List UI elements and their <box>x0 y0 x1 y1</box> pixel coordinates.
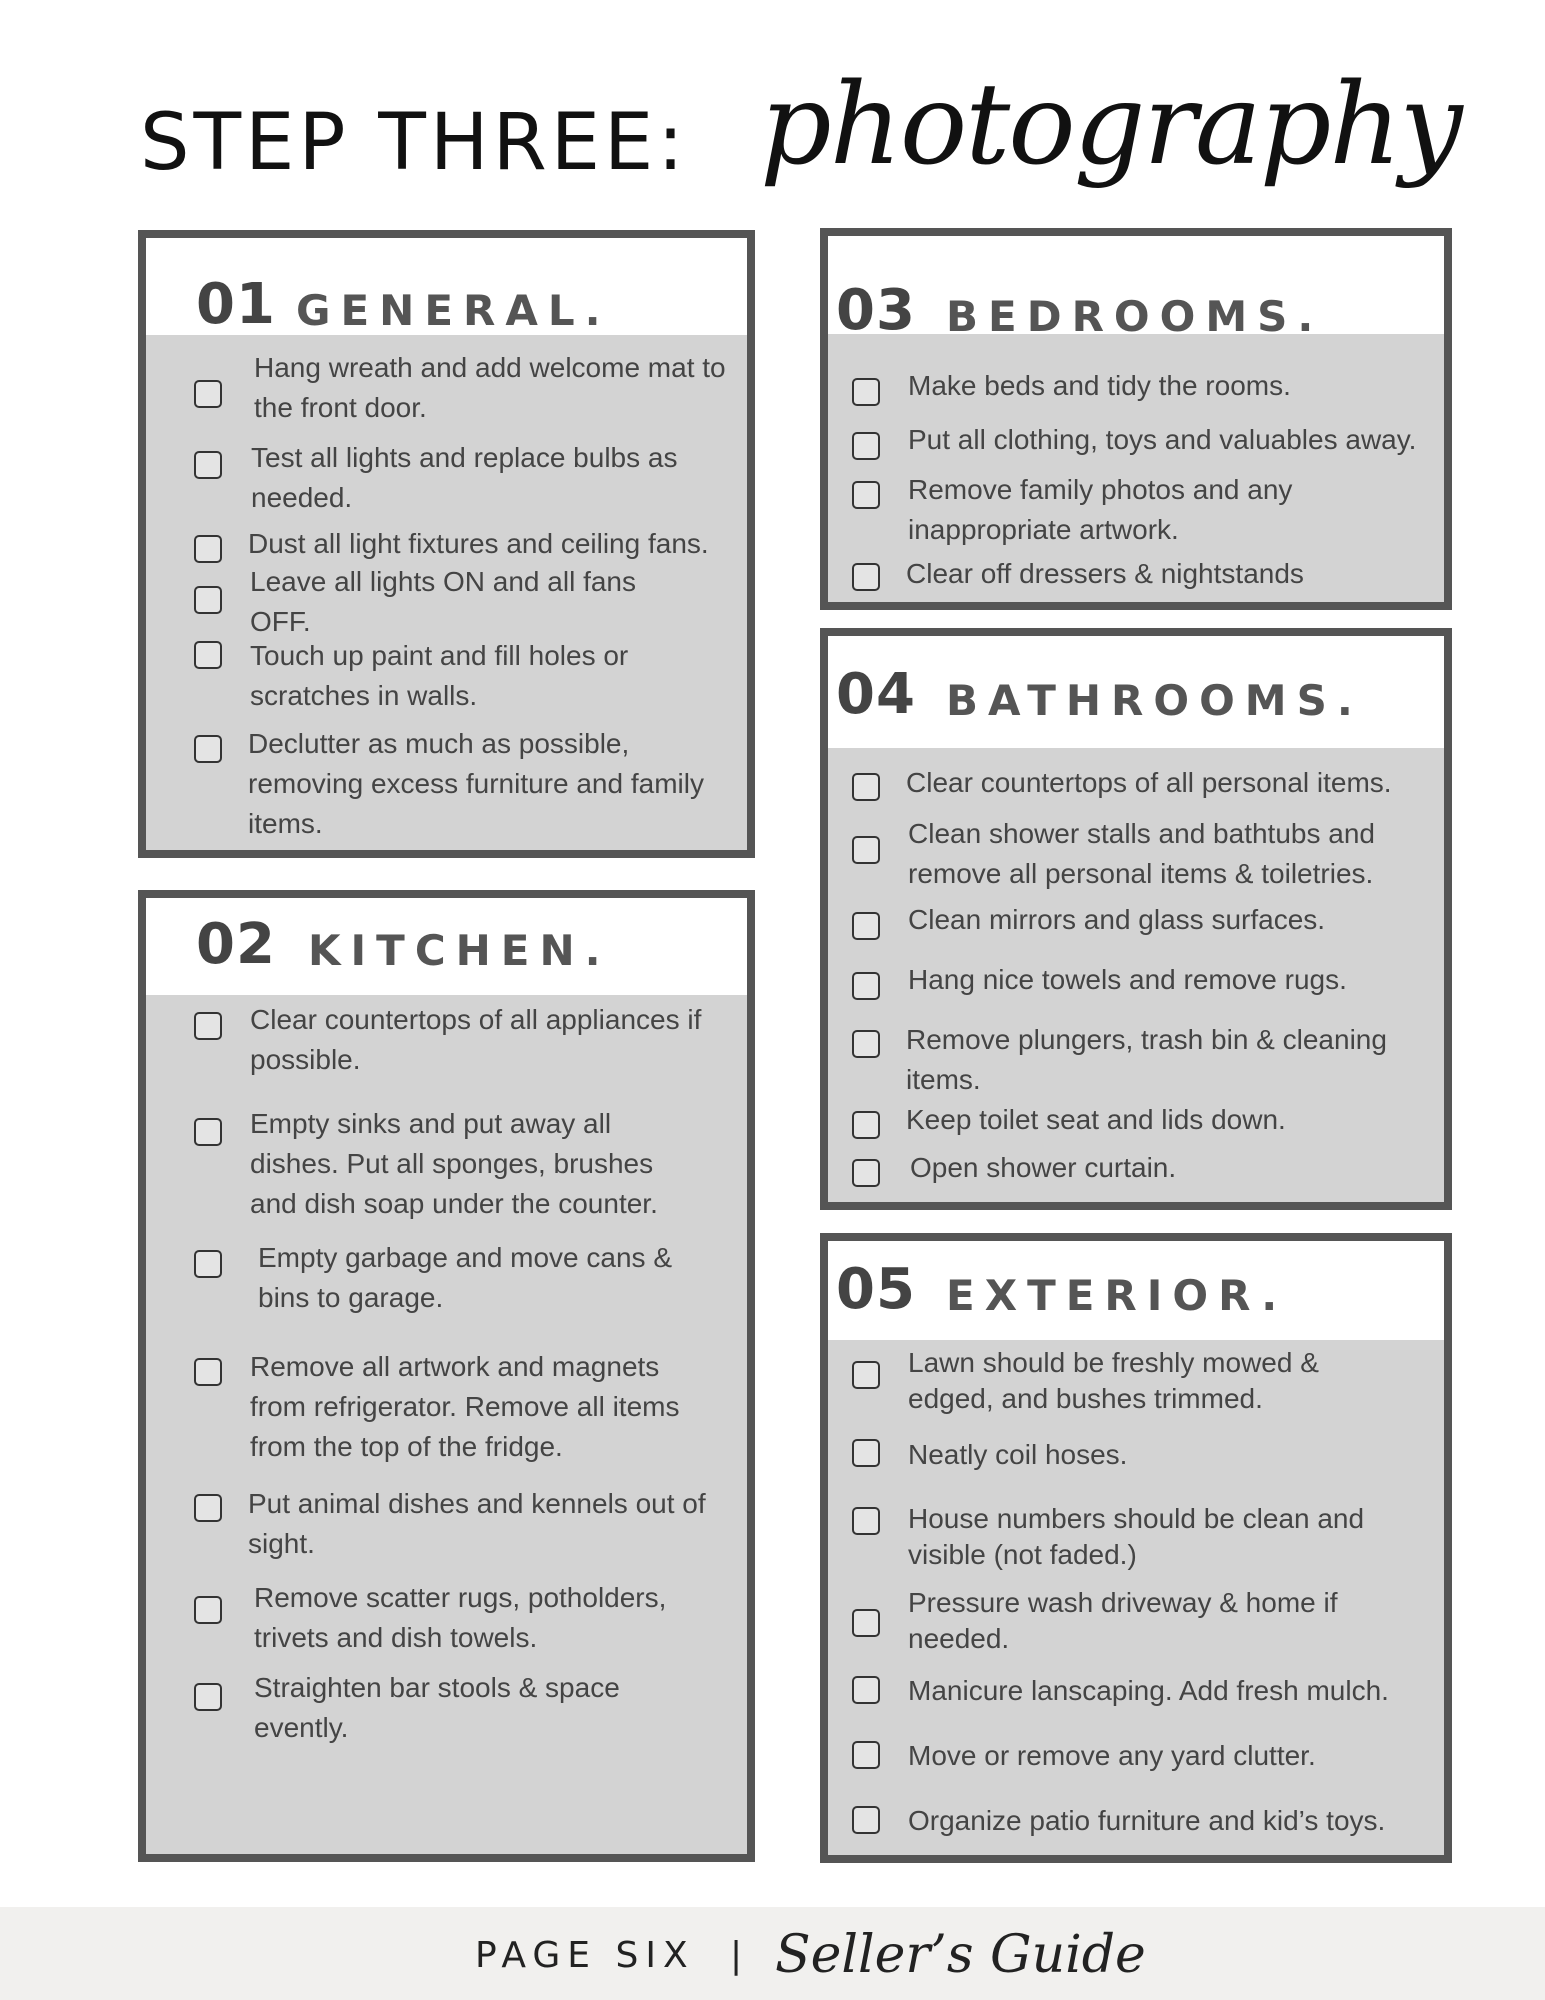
checkbox[interactable] <box>852 1676 880 1704</box>
page-header <box>140 60 1461 230</box>
item-text: Organize patio furniture and kid’s toys. <box>908 1805 1386 1836</box>
item-text: Manicure lanscaping. Add fresh mulch. <box>908 1675 1389 1706</box>
section-number: 04 <box>836 662 916 727</box>
checkbox[interactable] <box>194 380 222 408</box>
section-number: 02 <box>196 912 276 977</box>
section-header <box>828 636 1444 748</box>
footer-guide-title: Seller’s Guide <box>775 1925 1146 1985</box>
checkbox[interactable] <box>852 1741 880 1769</box>
section-bedrooms <box>820 228 1452 610</box>
checkbox[interactable] <box>852 1030 880 1058</box>
section-header <box>146 238 747 335</box>
item-text: Open shower curtain. <box>910 1152 1177 1183</box>
item-text: House numbers should be clean and visible (not faded.) <box>908 1503 1365 1570</box>
item-text: Hang nice towels and remove rugs. <box>908 964 1347 995</box>
section-title: KITCHEN. <box>308 926 611 975</box>
item-text: Remove scatter rugs, potholders, trivets and dish towels. <box>254 1582 667 1653</box>
item-text: Neatly coil hoses. <box>908 1439 1128 1470</box>
checkbox[interactable] <box>852 836 880 864</box>
checkbox[interactable] <box>852 432 880 460</box>
checkbox[interactable] <box>852 1609 880 1637</box>
section-header <box>146 898 747 995</box>
checkbox[interactable] <box>194 1358 222 1386</box>
item-text: Pressure wash driveway & home if needed. <box>908 1587 1338 1654</box>
item-text: Move or remove any yard clutter. <box>908 1740 1316 1771</box>
item-text: Remove plungers, trash bin & cleaning items. <box>906 1024 1387 1095</box>
item-text: Keep toilet seat and lids down. <box>906 1104 1286 1135</box>
checkbox[interactable] <box>852 1806 880 1834</box>
section-header <box>828 236 1444 343</box>
checkbox[interactable] <box>852 1507 880 1535</box>
section-bathrooms <box>820 628 1452 1210</box>
section-title: BATHROOMS. <box>946 676 1363 725</box>
checkbox[interactable] <box>194 451 222 479</box>
item-text: Remove all artwork and magnets from refrigerator. Remove all items from the top of the fridge. <box>250 1351 680 1462</box>
item-text: Clean shower stalls and bathtubs and remove all personal items & toiletries. <box>908 818 1375 889</box>
section-kitchen <box>138 890 755 1862</box>
item-text: Straighten bar stools & space evently. <box>254 1672 620 1743</box>
checkbox[interactable] <box>194 641 222 669</box>
checkbox[interactable] <box>194 586 222 614</box>
item-text: Test all lights and replace bulbs as needed. <box>251 442 678 513</box>
checkbox[interactable] <box>194 1250 222 1278</box>
section-number: 03 <box>836 278 916 343</box>
checkbox[interactable] <box>194 1596 222 1624</box>
checkbox[interactable] <box>194 1683 222 1711</box>
item-text: Declutter as much as possible, removing excess furniture and family items. <box>248 728 704 839</box>
section-exterior <box>820 1233 1452 1863</box>
checkbox[interactable] <box>852 563 880 591</box>
checkbox[interactable] <box>194 735 222 763</box>
checkbox[interactable] <box>852 1439 880 1467</box>
item-text: Empty sinks and put away all dishes. Put all sponges, brushes and dish soap under the counter. <box>250 1108 658 1219</box>
item-text: Hang wreath and add welcome mat to the front door. <box>254 352 726 423</box>
item-text: Empty garbage and move cans & bins to garage. <box>258 1242 673 1313</box>
item-text: Put all clothing, toys and valuables away. <box>908 424 1417 455</box>
footer <box>0 1907 1545 2000</box>
section-header <box>828 1241 1444 1340</box>
checkbox[interactable] <box>852 481 880 509</box>
checkbox[interactable] <box>194 1118 222 1146</box>
item-text: Leave all lights ON and all fans OFF. <box>250 566 636 637</box>
step-title: STEP THREE: <box>140 98 688 188</box>
section-number: 01 <box>196 272 276 337</box>
checkbox[interactable] <box>194 1494 222 1522</box>
item-text: Put animal dishes and kennels out of sight. <box>248 1488 706 1559</box>
item-text: Clear countertops of all appliances if possible. <box>250 1004 702 1075</box>
checkbox[interactable] <box>194 535 222 563</box>
section-title: EXTERIOR. <box>946 1271 1288 1320</box>
checkbox[interactable] <box>852 972 880 1000</box>
checkbox[interactable] <box>194 1012 222 1040</box>
item-text: Remove family photos and any inappropriate artwork. <box>908 474 1293 545</box>
section-general <box>138 230 755 858</box>
item-text: Lawn should be freshly mowed & edged, and bushes trimmed. <box>908 1347 1319 1414</box>
section-title: BEDROOMS. <box>946 292 1324 341</box>
section-title: GENERAL. <box>296 286 611 335</box>
footer-page-label: PAGE SIX <box>475 1935 695 1976</box>
item-text: Clean mirrors and glass surfaces. <box>908 904 1326 935</box>
section-number: 05 <box>836 1257 916 1322</box>
item-text: Dust all light fixtures and ceiling fans. <box>248 528 709 559</box>
checkbox[interactable] <box>852 1159 880 1187</box>
checkbox[interactable] <box>852 773 880 801</box>
item-text: Clear off dressers & nightstands <box>906 558 1304 589</box>
checkbox[interactable] <box>852 1111 880 1139</box>
topic-title: photography <box>760 60 1461 190</box>
item-text: Clear countertops of all personal items. <box>906 767 1392 798</box>
item-text: Touch up paint and fill holes or scratches in walls. <box>250 640 629 711</box>
footer-separator: | <box>730 1935 743 1976</box>
checkbox[interactable] <box>852 912 880 940</box>
checkbox[interactable] <box>852 378 880 406</box>
checkbox[interactable] <box>852 1361 880 1389</box>
item-text: Make beds and tidy the rooms. <box>908 370 1291 401</box>
